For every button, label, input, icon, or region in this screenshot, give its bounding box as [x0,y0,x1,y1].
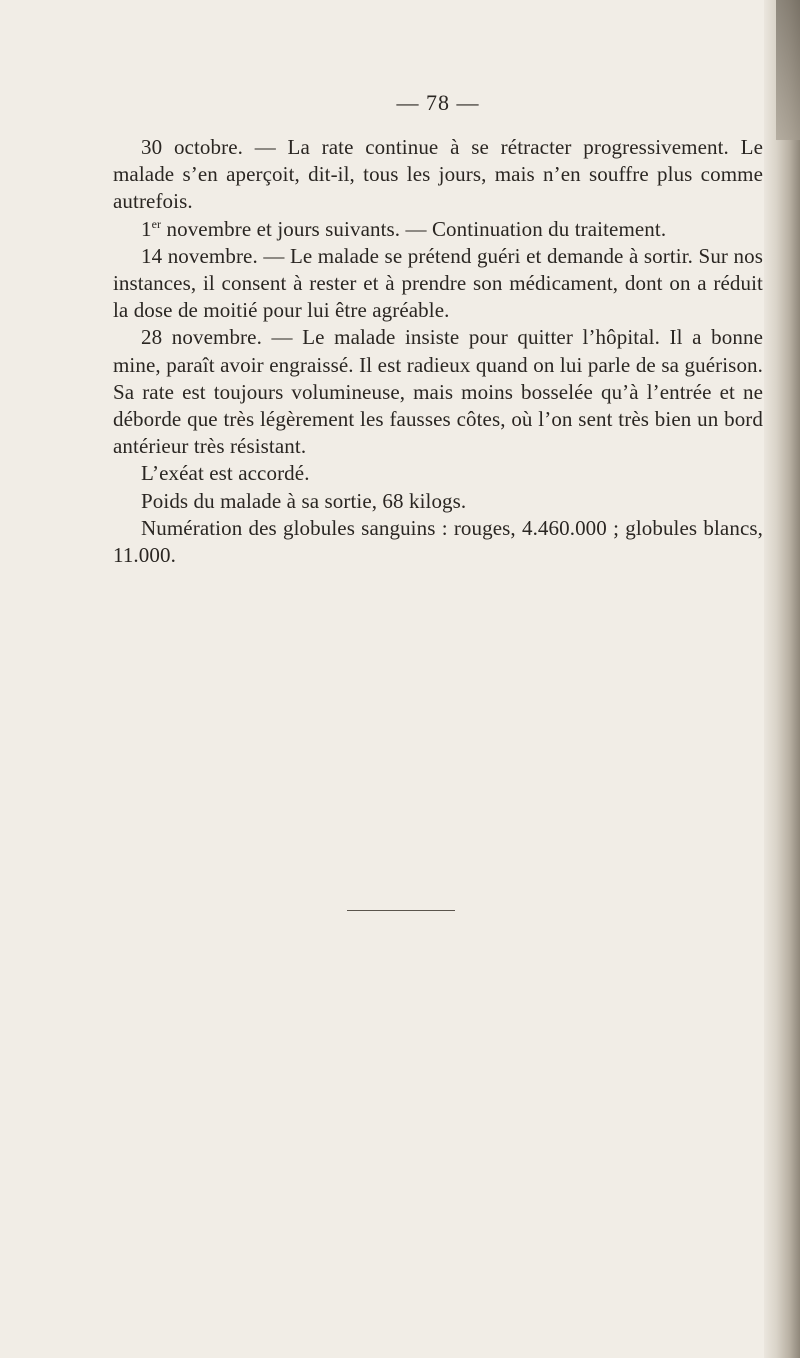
page-edge-shadow-top [776,0,800,140]
date-day: 1 [141,216,152,241]
section-divider-rule [347,910,455,911]
paragraph-28-novembre: 28 novembre. — Le malade insiste pour quitter l’hôpital. Il a bonne mine, paraît avoir engraissé. Il est radieux quand on lui parle de sa guérison. Sa rate est toujours volumineuse, mais moins bosselée qu’à l’entrée et ne déborde que très légèrement les fausses côtes, où l’on sent très bien un bord antérieur très résistant. [113,325,763,459]
paragraph-numeration: Numération des globules sanguins : rouges, 4.460.000 ; globules blancs, 11.000. [113,515,763,568]
paragraph-30-octobre: 30 octobre. — La rate continue à se rétracter progressivement. Le malade s’en aperçoit, dit-il, tous les jours, mais n’en souffre plus comme autrefois. [113,135,763,214]
paragraph-exeat: L’exéat est accordé. [141,461,310,486]
ordinal-superscript: er [151,216,162,231]
paragraph-poids: Poids du malade à sa sortie, 68 kilogs. [141,488,467,513]
paragraph-1er-novembre [113,216,763,243]
paragraph-text: novembre et jours suivants. — Continuation du traitement. [161,216,667,241]
paragraph-14-novembre: 14 novembre. — Le malade se prétend guéri et demande à sortir. Sur nos instances, il consent à rester et à prendre son médicament, dont on a réduit la dose de moitié pour lui être agréable. [113,243,763,323]
page-edge-shadow [764,0,800,1358]
page-number: — 78 — [396,90,480,115]
page-body [113,90,763,569]
